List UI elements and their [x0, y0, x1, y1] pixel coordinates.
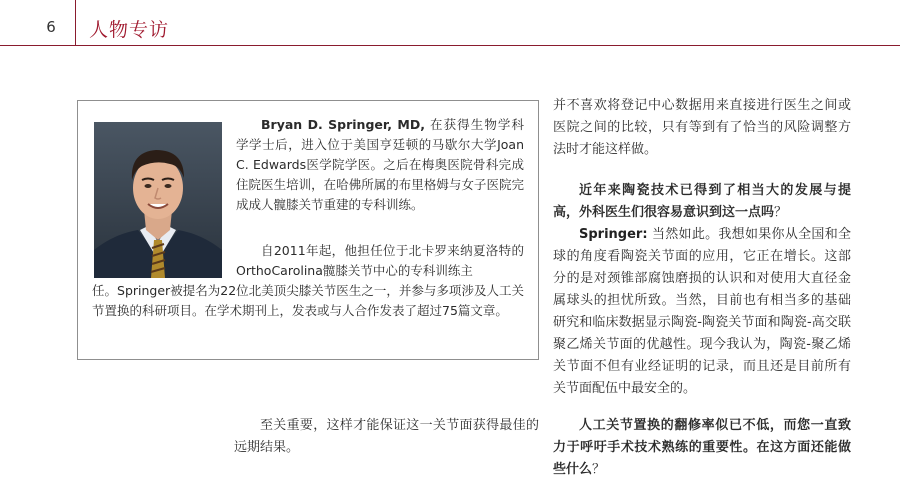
question-2-text: 人工关节置换的翻修率似已不低，而您一直致力于呼吁手术技术熟练的重要性。在这方面还能做些什么 — [553, 418, 851, 477]
bio-paragraph-2-text: 任。Springer被提名为22位北美顶尖膝关节医生之一，并参与多项涉及人工关节置换的科研项目。在学术期刊上，发表或与人合作发表了超过75篇文章。 — [92, 283, 524, 318]
section-title: 人物专访 — [89, 19, 170, 41]
header-rule — [0, 45, 900, 46]
answer-1-speaker: Springer: — [579, 227, 648, 242]
question-1-mark: ？ — [774, 205, 788, 220]
bio-box — [77, 100, 539, 360]
interview-question-2 — [553, 415, 851, 481]
bio-paragraph-2-first: 自2011年起，他担任位于北卡罗来纳夏洛特的OrthoCarolina髋膝关节中心的专科训练主 — [236, 243, 524, 278]
interview-answer-1 — [553, 224, 851, 400]
bio-paragraph-1-text: 在获得生物学科学学士后，进入位于美国亨廷顿的马歇尔大学Joan C. Edwards医学院学医。之后在梅奥医院骨科完成住院医生培训，在哈佛所属的布里格姆与女子医院完成成人髋膝关节重建的专科训练。 — [236, 117, 525, 212]
question-2-mark: ？ — [592, 462, 606, 477]
bio-paragraph-1 — [236, 115, 524, 215]
header-divider — [75, 0, 76, 46]
page-number: 6 — [46, 18, 56, 36]
left-column-continuation: 至关重要，这样才能保证这一关节面获得最佳的远期结果。 — [234, 418, 539, 455]
interview-question-1 — [553, 180, 851, 224]
bio-paragraph-2 — [92, 241, 524, 321]
answer-1-text: 当然如此。我想如果你从全国和全球的角度看陶瓷关节面的应用，它正在增长。这部分的是对颈锥部腐蚀磨损的认识和对使用大直径金属球头的担忧所致。当然，目前也有相当多的基础研究和临床数据显示陶瓷-陶瓷关节面和陶瓷-高交联聚乙烯关节面的优越性。现今我认为，陶瓷-聚乙烯关节面不但有业经证明的记录，而且还是目前所有关节面配伍中最安全的。 — [553, 227, 851, 396]
bio-name: Bryan D. Springer, MD, — [261, 117, 425, 132]
question-1-text: 近年来陶瓷技术已得到了相当大的发展与提高，外科医生们很容易意识到这一点吗 — [553, 183, 851, 220]
right-column-paragraph: 并不喜欢将登记中心数据用来直接进行医生之间或医院之间的比较，只有等到有了恰当的风险调整方法时才能这样做。 — [553, 98, 851, 157]
